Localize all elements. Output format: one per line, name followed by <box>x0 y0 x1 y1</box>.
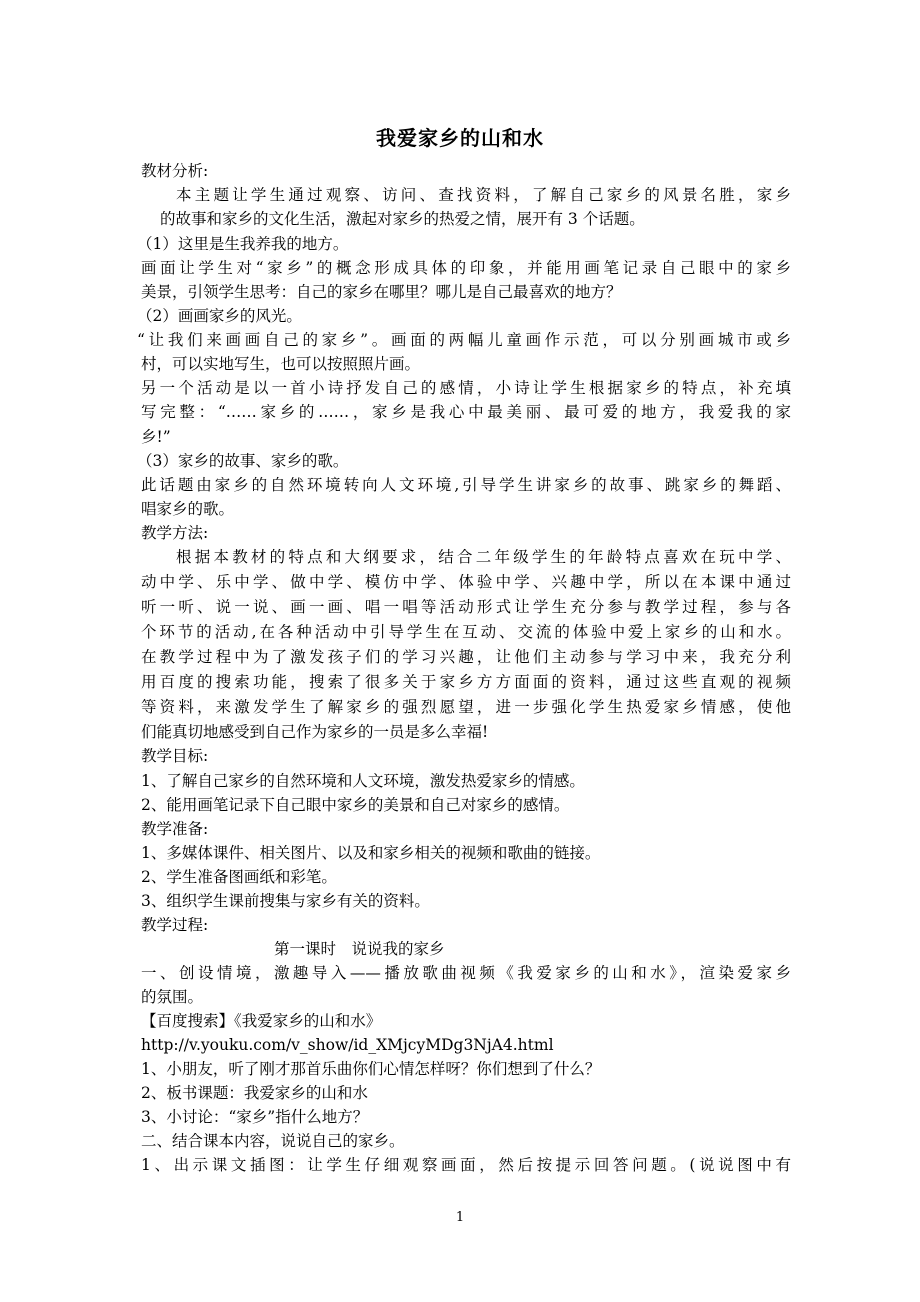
text-line: “让我们来画画自己的家乡”。画面的两幅儿童画作示范，可以分别画城市或乡 <box>137 331 791 349</box>
text-line: （1）这里是生我养我的地方。 <box>137 235 349 253</box>
text-line: 1、出示课文插图：让学生仔细观察画面，然后按提示回答问题。(说说图中有 <box>141 1156 791 1174</box>
text-line: 2、板书课题：我爱家乡的山和水 <box>141 1084 368 1102</box>
text-line: 2、学生准备图画纸和彩笔。 <box>141 868 337 886</box>
lesson-heading: 第一课时 说说我的家乡 <box>274 940 445 958</box>
text-line: 教学过程: <box>141 916 209 934</box>
text-line: 美景，引领学生思考：自己的家乡在哪里？哪儿是自己最喜欢的地方？ <box>141 283 622 301</box>
text-line: 们能真切地感受到自己作为家乡的一员是多么幸福! <box>141 723 489 741</box>
text-line: 村，可以实地写生，也可以按照照片画。 <box>141 355 421 373</box>
text-line: 唱家乡的歌。 <box>141 500 235 518</box>
text-line: 教学准备: <box>141 820 209 838</box>
text-line: 教材分析: <box>141 162 209 180</box>
text-line: 3、小讨论：“家乡”指什么地方？ <box>141 1108 369 1126</box>
text-line: 此话题由家乡的自然环境转向人文环境,引导学生讲家乡的故事、跳家乡的舞蹈、 <box>141 476 791 494</box>
text-line: 本主题让学生通过观察、访问、查找资料，了解自己家乡的风景名胜，家乡 <box>176 186 791 204</box>
text-line: 1、多媒体课件、相关图片、以及和家乡相关的视频和歌曲的链接。 <box>141 844 601 862</box>
text-line: 3、组织学生课前搜集与家乡有关的资料。 <box>141 892 430 910</box>
text-line: （3）家乡的故事、家乡的歌。 <box>137 452 349 470</box>
text-line: 的氛围。 <box>141 988 204 1006</box>
text-line: 一、创设情境，激趣导入——播放歌曲视频《我爱家乡的山和水》，渲染爱家乡 <box>141 964 791 982</box>
text-line: 根据本教材的特点和大纲要求，结合二年级学生的年龄特点喜欢在玩中学、 <box>176 548 791 566</box>
text-line: 1、了解自己家乡的自然环境和人文环境，激发热爱家乡的情感。 <box>141 772 585 790</box>
text-line: 二、结合课本内容，说说自己的家乡。 <box>141 1132 405 1150</box>
text-line: 听一听、说一说、画一画、唱一唱等活动形式让学生充分参与教学过程，参与各 <box>141 598 791 616</box>
text-line: 教学目标: <box>141 747 209 765</box>
text-line: 2、能用画笔记录下自己眼中家乡的美景和自己对家乡的感情。 <box>141 796 570 814</box>
text-line: 的故事和家乡的文化生活，激起对家乡的热爱之情，展开有 3 个话题。 <box>160 210 645 228</box>
text-line: 动中学、乐中学、做中学、模仿中学、体验中学、兴趣中学，所以在本课中通过 <box>141 573 791 591</box>
text-line: 乡!” <box>141 428 171 446</box>
text-line: （2）画画家乡的风光。 <box>137 307 302 325</box>
text-line: 个环节的活动,在各种活动中引导学生在互动、交流的体验中爱上家乡的山和水。 <box>141 623 791 641</box>
page-number: 1 <box>455 1210 465 1225</box>
text-line: 教学方法: <box>141 524 209 542</box>
text-line: 用百度的搜索功能，搜索了很多关于家乡方方面面的资料，通过这些直观的视频 <box>141 673 791 691</box>
text-line: 等资料，来激发学生了解家乡的强烈愿望，进一步强化学生热爱家乡情感，使他 <box>141 698 791 716</box>
text-line: 1、小朋友，听了刚才那首乐曲你们心情怎样呀？你们想到了什么？ <box>141 1060 601 1078</box>
text-line: 在教学过程中为了激发孩子们的学习兴趣，让他们主动参与学习中来，我充分利 <box>141 648 791 666</box>
video-link[interactable]: http://v.youku.com/v_show/id_XMjcyMDg3NjA4.html <box>141 1036 554 1054</box>
search-reference: 【百度搜索】《我爱家乡的山和水》 <box>141 1012 382 1030</box>
document-title: 我爱家乡的山和水 <box>376 126 544 150</box>
text-line: 画面让学生对“家乡”的概念形成具体的印象，并能用画笔记录自己眼中的家乡 <box>141 259 791 277</box>
text-line: 另一个活动是以一首小诗抒发自己的感情，小诗让学生根据家乡的特点，补充填 <box>141 379 791 397</box>
text-line: 写完整：“……家乡的……，家乡是我心中最美丽、最可爱的地方，我爱我的家 <box>141 403 791 421</box>
